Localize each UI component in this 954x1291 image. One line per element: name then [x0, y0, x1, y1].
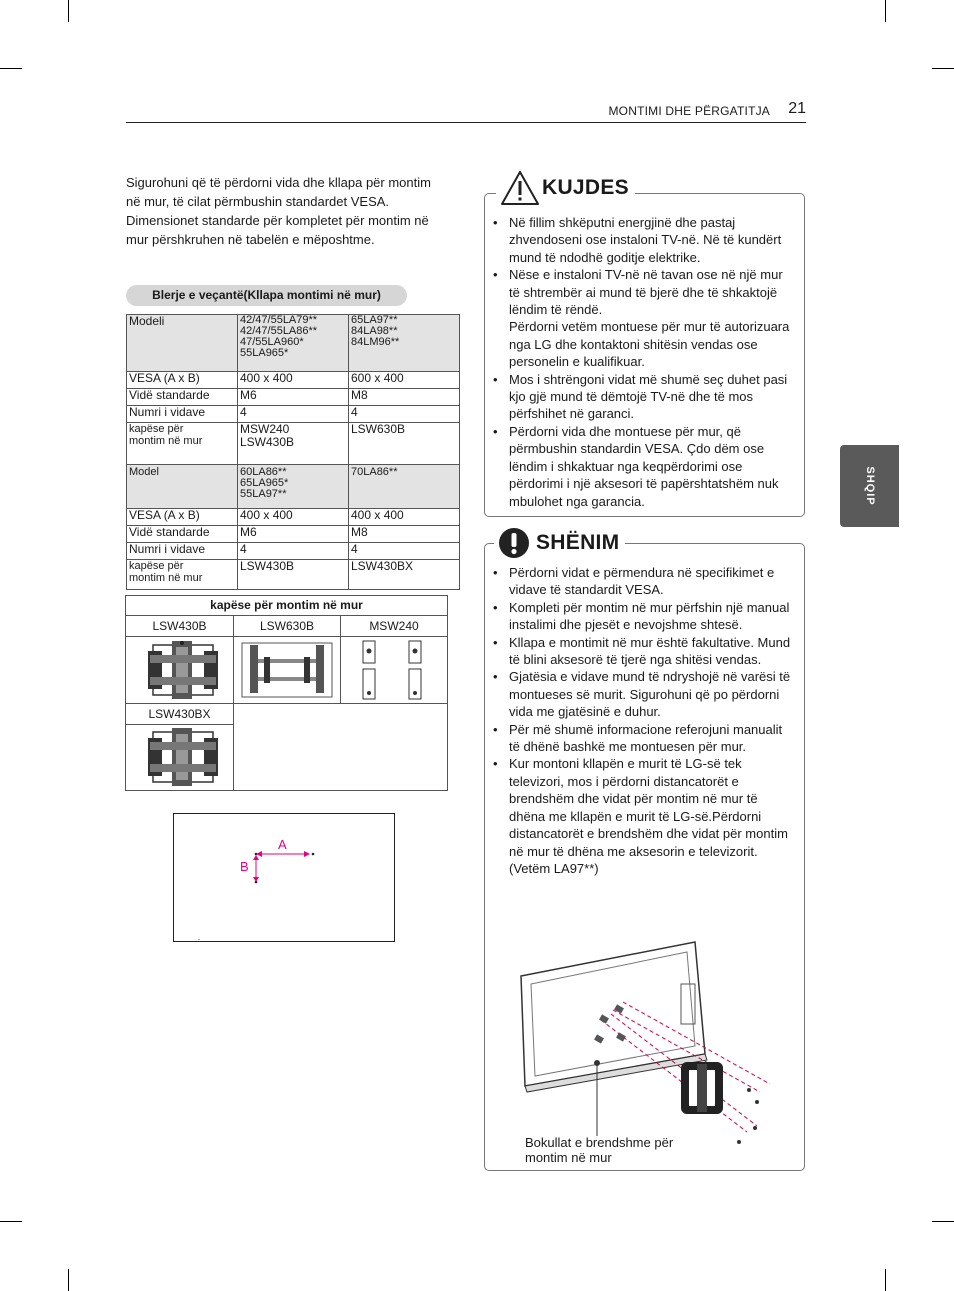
row-label-line: montim në mur	[129, 435, 203, 447]
mount-label: MSW240	[341, 616, 447, 637]
model-code: 42/47/55LA86**	[240, 325, 318, 337]
crop-mark	[0, 68, 22, 69]
note-box	[484, 543, 805, 1171]
row-label-line: montim në mur	[129, 572, 203, 584]
crop-mark	[885, 0, 886, 22]
row-label: Numri i vidave	[127, 543, 238, 560]
row-value	[238, 423, 349, 466]
table-row	[127, 406, 460, 423]
dimension-b-label: B	[240, 859, 249, 874]
row-label: Vidë standarde	[127, 389, 238, 406]
row-value: 400 x 400	[238, 509, 349, 526]
intro-paragraph: Sigurohuni që të përdorni vida dhe kllapa për montim në mur, të cilat përmbushin standardet VESA. Dimensionet standarde për kompletet për montim në mur përshkruhen në tabelën e mëposhtme.	[126, 175, 431, 247]
note-text: Për më shumë informacione referojuni manualit të dhënë bashkë me montuesen për mur.	[509, 721, 783, 755]
tv-back-mount-illustration	[495, 936, 795, 1146]
list-item	[485, 371, 793, 423]
row-value: LSW630B	[349, 423, 460, 466]
row-value: 4	[238, 406, 349, 423]
note-text: Gjatësia e vidave mund të ndryshojë në varësi të montueses së murit. Sigurohuni që po përdorni vida me gjatësinë e duhur.	[509, 669, 791, 720]
section-title: MONTIMI DHE PËRGATITJA	[608, 104, 770, 118]
warning-triangle-icon	[500, 170, 540, 206]
bracket-lsw430b-image	[126, 637, 233, 703]
list-item	[485, 755, 793, 877]
bracket-image-cell	[234, 637, 341, 704]
row-value: M8	[349, 526, 460, 543]
row-label-line: kapëse për	[129, 423, 184, 435]
table-row	[127, 543, 460, 560]
bracket-image-cell	[126, 725, 234, 790]
caution-list	[485, 214, 793, 510]
wall-mount-table-title: kapëse për montim në mur	[126, 596, 447, 616]
spacer-caption	[525, 1135, 673, 1165]
crop-mark	[68, 1269, 69, 1291]
note-text: Kompleti për montim në mur përfshin një manual instalimi dhe pjesët e nevojshme shtesë.	[509, 599, 790, 633]
model-code: 84LM96**	[351, 336, 400, 348]
crop-mark	[932, 1221, 954, 1222]
model-code: 42/47/55LA79**	[240, 314, 318, 326]
bracket-lsw630b-image	[234, 637, 340, 703]
caption-line: montim në mur	[525, 1150, 612, 1165]
mount-label: LSW630B	[234, 616, 341, 637]
table-row	[127, 560, 460, 590]
vesa-diagram	[173, 813, 395, 942]
row-value: 400 x 400	[238, 372, 349, 389]
list-item	[485, 721, 793, 756]
caption-line: Bokullat e brendshme për	[525, 1135, 674, 1150]
crop-mark	[885, 1269, 886, 1291]
row-value: 4	[238, 543, 349, 560]
language-tab	[840, 445, 899, 527]
mount-label: LSW430B	[126, 616, 234, 637]
language-tab-label: SHQIP	[863, 466, 876, 506]
row-value: M6	[238, 526, 349, 543]
spec-table-1	[126, 314, 460, 466]
caution-heading	[496, 168, 635, 208]
caution-text-extra: Përdorni vetëm montuese për mur të autorizuara nga LG dhe kontaktoni shitësin vendas ose personelin e kualifikuar.	[509, 319, 790, 370]
note-text: Kur montoni kllapën e murit të LG-së tek televizori, mos i përdorni distancatorët e brendshëm dhe vidat për montim në mur të dhëna me kllapën e murit të LG-së.Përdorni distancatorët e brendshëm dhe vidat për montim në mur të dhëna me aksesorin e televizorit. (Vetëm LA97**)	[509, 756, 788, 876]
mount-label: LSW430BX	[126, 704, 234, 725]
caution-title: KUJDES	[542, 176, 629, 199]
row-value: M8	[349, 389, 460, 406]
model-cell	[349, 465, 460, 509]
model-code: 84LA98**	[351, 325, 398, 337]
spec-table-2	[126, 464, 460, 590]
row-value: 600 x 400	[349, 372, 460, 389]
wall-mount-table	[125, 595, 448, 791]
row-label: Numri i vidave	[127, 406, 238, 423]
list-item	[485, 423, 793, 510]
row-value: 4	[349, 406, 460, 423]
table-row	[127, 315, 460, 372]
table-row	[127, 526, 460, 543]
note-heading	[494, 527, 625, 559]
list-item	[485, 668, 793, 720]
row-label: Vidë standarde	[127, 526, 238, 543]
crop-mark	[932, 68, 954, 69]
crop-mark	[68, 0, 69, 22]
list-item	[485, 564, 793, 599]
row-label: VESA (A x B)	[127, 372, 238, 389]
bracket-image-cell	[126, 637, 234, 704]
model-code: 47/55LA960*	[240, 336, 304, 348]
note-list	[485, 564, 793, 877]
table-row	[127, 372, 460, 389]
model-cell	[349, 315, 460, 372]
row-value: LSW430BX	[349, 560, 460, 590]
bracket-lsw430bx-image	[126, 725, 233, 790]
note-title: SHËNIM	[536, 531, 620, 554]
dimension-a-label: A	[278, 837, 287, 852]
model-code: 60LA86**	[240, 466, 287, 478]
page-header	[126, 98, 806, 123]
exclamation-icon	[498, 527, 530, 559]
bracket-code: MSW240	[240, 422, 290, 436]
caution-text: Mos i shtrëngoni vidat më shumë seç duhet pasi kjo gjë mund të dëmtojë TV-në dhe të mos përfshihet në garanci.	[509, 371, 788, 422]
row-label-line: kapëse për	[129, 560, 184, 572]
model-cell	[238, 315, 349, 372]
bracket-code: LSW430B	[240, 435, 295, 449]
bracket-image-cell	[341, 637, 447, 704]
table-row	[127, 465, 460, 509]
row-label: VESA (A x B)	[127, 509, 238, 526]
model-code: 65LA965*	[240, 477, 289, 489]
caution-text: Përdorni vida dhe montuese për mur, që përmbushin standardin VESA. Çdo dëm ose lëndim i shkaktuar nga keqpërdorimi ose përdorimi i një aksesori të papërshtatshëm nuk mbulohet nga garancia.	[509, 423, 779, 509]
caution-text: Nëse e instaloni TV-në në tavan ose në një mur të shtrembër ai mund të bjerë dhe të shkaktojë lëndim të rëndë.	[509, 267, 783, 318]
page-number: 21	[788, 100, 806, 117]
row-value: 4	[349, 543, 460, 560]
note-text: Përdorni vidat e përmendura në specifikimet e vidave të standardit VESA.	[509, 565, 775, 598]
bracket-msw240-image	[341, 637, 447, 703]
model-header: Modeli	[127, 315, 238, 372]
row-value: M6	[238, 389, 349, 406]
model-code: 70LA86**	[351, 466, 398, 478]
model-code: 55LA965*	[240, 347, 289, 359]
list-item	[485, 599, 793, 634]
row-value: LSW430B	[238, 560, 349, 590]
model-code: 55LA97**	[240, 488, 287, 500]
list-item	[485, 214, 793, 266]
row-label	[127, 560, 238, 590]
purchase-label: Blerje e veçantë(Kllapa montimi në mur)	[126, 285, 407, 306]
caution-box	[484, 193, 805, 517]
list-item	[485, 634, 793, 669]
list-item	[485, 266, 793, 370]
table-row	[127, 509, 460, 526]
row-value: 400 x 400	[349, 509, 460, 526]
row-label	[127, 423, 238, 466]
caution-text: Në fillim shkëputni energjinë dhe pastaj zhvendoseni ose instaloni TV-në. Në të kundërt mund të ndodhë goditje elektrike.	[509, 215, 782, 265]
crop-mark	[0, 1221, 22, 1222]
model-code: 65LA97**	[351, 314, 398, 326]
vesa-diagram-graphic	[174, 814, 393, 940]
model-cell	[238, 465, 349, 509]
note-text: Kllapa e montimit në mur është fakultative. Mund të blini aksesorë të tjerë nga shitësi vendas.	[509, 634, 791, 668]
model-header: Model	[127, 465, 238, 509]
table-row	[127, 389, 460, 406]
table-row	[127, 423, 460, 466]
